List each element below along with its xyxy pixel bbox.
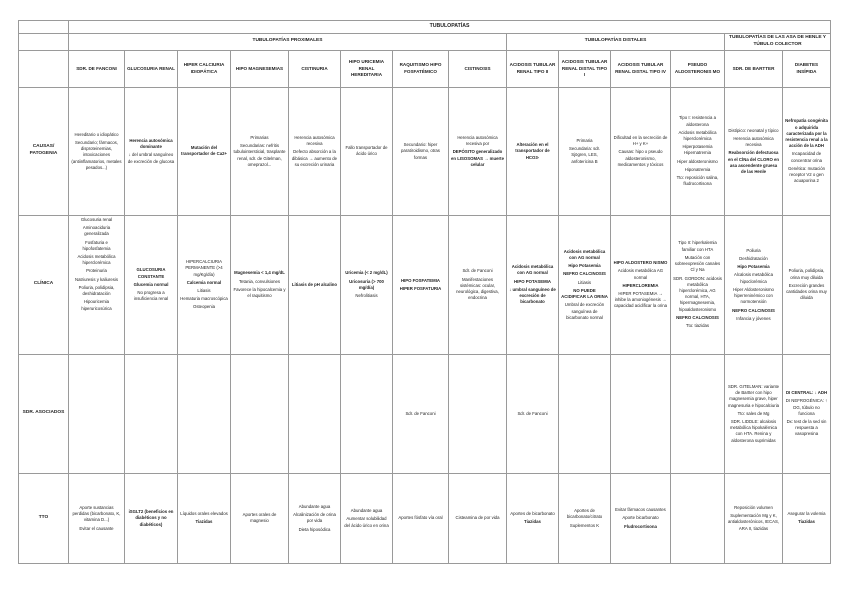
cell-line: Hiponatremia bbox=[684, 166, 711, 172]
cell-line: Aportes fósfato vía oral bbox=[398, 515, 443, 521]
cell-line: Secundario; fármacos, disproteinemias, intoxicaciones (antiinflamatorios, metales pesados...) bbox=[71, 139, 122, 170]
clinica-cell bbox=[178, 215, 231, 354]
cell-line: Glucosuria renal bbox=[80, 216, 113, 222]
tto-cell bbox=[69, 473, 125, 563]
group-henle: TUBULOPATÍAS DE LAS ASA DE HENLE Y TÚBULO COLECTOR bbox=[725, 34, 831, 51]
clinica-cell bbox=[725, 215, 783, 354]
blank-corner-2 bbox=[19, 34, 69, 51]
tto-cell bbox=[289, 473, 341, 563]
row-label-clinica: CLÍNICA bbox=[19, 215, 69, 354]
cell-line: ↓ umbral sanguíneo de excreción de bicarbonato bbox=[509, 286, 556, 305]
cell-line: Manifestaciones sistémicas: ocular, neurológica, digestiva, endocrina bbox=[456, 276, 499, 301]
clinica-cell bbox=[69, 215, 125, 354]
causas-cell bbox=[611, 87, 671, 215]
cell-line: Tto: reposición salina, fludrocortisona bbox=[676, 175, 719, 187]
cell-line: Osteopenia bbox=[193, 304, 215, 310]
column-header: SDR. DE BARTTER bbox=[725, 50, 783, 87]
cell-line: Evitar fármacos causantes bbox=[615, 507, 666, 513]
cell-line: Poliuria, polidipsia, orina muy diluida bbox=[788, 268, 825, 280]
cell-line: ↓ del umbral sanguíneo de excreción de glucosa bbox=[127, 152, 175, 164]
column-header: HIPER CALCIURIA IDIOPÁTICA bbox=[178, 50, 231, 87]
sdr-cell bbox=[289, 354, 341, 473]
cell-line: Herencia autosómica dominante bbox=[129, 137, 173, 150]
tto-cell bbox=[341, 473, 393, 563]
row-causas bbox=[19, 87, 831, 215]
column-header: DIABETES INSÍPIDA bbox=[783, 50, 831, 87]
cell-line: DI NEFROGÉNICA: ↑ DG, túbulo no funciona bbox=[785, 398, 828, 416]
cell-line: Acidosis metabólica con AG normal bbox=[563, 248, 606, 261]
clinica-cell bbox=[783, 215, 831, 354]
group-distales: TUBULOPATÍAS DISTALES bbox=[507, 34, 725, 51]
cell-line: Reabsorción defectuosa en el ClNa del CLORO en asa ascendente gruesa de las Henle bbox=[727, 150, 780, 174]
cell-line: Hipo Potasemia bbox=[737, 264, 770, 270]
cell-line: Tiazidas bbox=[195, 519, 213, 525]
cell-line: Infancia y jóvenes bbox=[736, 315, 771, 321]
cell-line: Primarias bbox=[250, 134, 269, 140]
cell-line: Tetania, convulsiones bbox=[238, 278, 281, 284]
cell-line: SDR. GORDON: acidosis metabólica hiperclorémica, AG normal, HTA, hipermagnesemia, hipoaldosteronismo bbox=[673, 275, 722, 312]
tto-cell bbox=[125, 473, 178, 563]
cell-line: Hiper aldosteronismo bbox=[677, 158, 718, 164]
clinica-cell bbox=[449, 215, 507, 354]
column-header: HIPO URICEMIA RENAL HEREDITARIA bbox=[341, 50, 393, 87]
cell-line: Favorece la hipocalcemia y el raquitismo bbox=[233, 286, 286, 299]
column-header: ACIDOSIS TUBULAR RENAL DISTAL TIPO IV bbox=[611, 50, 671, 87]
sdr-cell bbox=[449, 354, 507, 473]
cell-line: Nefropatía congénita o adquirida caracterizada por la resistencia renal a la acción de la ADH bbox=[785, 118, 828, 149]
cell-line: GLUCOSURIA CONSTANTE bbox=[136, 267, 166, 279]
sdr-cell bbox=[231, 354, 289, 473]
cell-line: Cisteamina de por vida bbox=[455, 515, 500, 521]
cell-line: Mutación del transportador de Ca2+ bbox=[181, 145, 227, 157]
column-header: SDR. DE FANCONI bbox=[69, 50, 125, 87]
cell-line: Hipouricemia hiperuricosúrica bbox=[81, 299, 112, 311]
tto-cell bbox=[725, 473, 783, 563]
cell-line: Litiasis de pH alcalino bbox=[291, 281, 338, 287]
cell-line: iSGLT2 (beneficios en diabéticos y no diabéticos) bbox=[128, 509, 174, 527]
sdr-cell bbox=[783, 354, 831, 473]
sdr-cell bbox=[393, 354, 449, 473]
tto-cell bbox=[671, 473, 725, 563]
cell-line: Tipo I: resistencia a aldosterona bbox=[678, 115, 717, 127]
causas-cell bbox=[231, 87, 289, 215]
causas-cell bbox=[341, 87, 393, 215]
cell-line: Litiasis bbox=[197, 288, 211, 294]
cell-line: Sdr. de Fanconi bbox=[405, 410, 436, 416]
table-title: TUBULOPATÍAS bbox=[69, 21, 831, 34]
cell-line: Herencia autosómica recesiva bbox=[294, 134, 335, 147]
cell-line: Natriuresis y kaliuresis bbox=[75, 276, 118, 282]
cell-line: Fallo transportador de ácido úrico bbox=[345, 145, 388, 157]
cell-line: Glucemia normal bbox=[133, 281, 169, 287]
cell-line: Calcemia normal bbox=[186, 279, 222, 285]
cell-line: HIPER POTASEMIA → inhibe la amoniogénesis → capacidad acidificar la orina bbox=[613, 291, 668, 309]
cell-line: Causas: hipo o pseudo aldosteronismo, medicamentos y tóxicos bbox=[617, 149, 664, 167]
sdr-cell bbox=[671, 354, 725, 473]
column-header-row bbox=[19, 50, 831, 87]
cell-line: Poliuria, polidipsia, deshidratación bbox=[78, 284, 115, 297]
cell-line: Hipo Potasemia bbox=[568, 263, 601, 269]
cell-line: Aporte sustancias perdidas (bicarbonato, K, vitamina D...) bbox=[72, 504, 121, 523]
sdr-cell bbox=[559, 354, 611, 473]
cell-line: Nefrolitiasis bbox=[355, 293, 378, 299]
clinica-cell bbox=[611, 215, 671, 354]
causas-cell bbox=[69, 87, 125, 215]
cell-line: Secundaria: sdr. Sjögren, LES, anfotericina B bbox=[568, 146, 601, 164]
group-proximales: TUBULOPATÍAS PROXIMALES bbox=[69, 34, 507, 51]
cell-line: Alteración en el transportador de HCO3- bbox=[515, 142, 550, 160]
cell-line: DEPÓSITO generalizado en LISOSOMAS → muerte celular bbox=[451, 149, 505, 167]
cell-line: No progresa a insuficiencia renal bbox=[133, 290, 169, 302]
cell-line: NEFRO CALCINOSIS bbox=[732, 307, 775, 313]
cell-line: Tiazidas bbox=[798, 519, 815, 525]
cell-line: Litiasis bbox=[577, 279, 592, 285]
cell-line: Poliuria bbox=[746, 247, 761, 253]
cell-line: HIPO POTASEMIA bbox=[514, 278, 551, 284]
row-clinica bbox=[19, 215, 831, 354]
cell-line: Sdr. de Fanconi bbox=[517, 410, 548, 416]
column-header: HIPO MAGNESEMIAS bbox=[231, 50, 289, 87]
cell-line: Hiper Aldosteronismo hiperreninémico con normotensión bbox=[733, 286, 774, 305]
cell-line: Fosfaturia e hipofosfatemia bbox=[82, 239, 111, 251]
cell-line: DI CENTRAL: ↓ ADH bbox=[785, 390, 828, 396]
tubulopatias-table bbox=[18, 20, 831, 564]
cell-line: Abundante agua bbox=[298, 503, 331, 509]
causas-cell bbox=[449, 87, 507, 215]
cell-line: Evitar el causante bbox=[79, 525, 114, 531]
clinica-cell bbox=[289, 215, 341, 354]
tto-cell bbox=[393, 473, 449, 563]
cell-line: Aporte bicarbonato bbox=[622, 515, 659, 521]
cell-line: Acidosis metabólica hiperclorémica bbox=[678, 129, 717, 141]
row-label-causas: CAUSAS/ PATOGENIA bbox=[19, 87, 69, 215]
cell-line: NEFRO CALCINOSIS bbox=[563, 271, 606, 277]
cell-line: NEFRO CALCINOSIS bbox=[676, 314, 719, 320]
cell-line: SDR. GITELMAN: variante de Bartter con hipo magnesemia grave, hiper magnesuria e hipocalciuria bbox=[727, 383, 780, 408]
tto-cell bbox=[783, 473, 831, 563]
tto-cell bbox=[559, 473, 611, 563]
cell-line: Aumentar solubilidad del ácido úrico en orina bbox=[344, 516, 389, 528]
cell-line: Suplementos K bbox=[569, 522, 600, 528]
cell-line: HIPERCALCIURIA PERMANENTE (>4 mg/Kg/día) bbox=[185, 259, 223, 277]
cell-line: Hereditario o idiopático bbox=[74, 131, 119, 137]
cell-line: Aportes de bicarbonato bbox=[510, 511, 555, 517]
cell-line: Abundante agua bbox=[350, 508, 383, 514]
cell-line: Distípico: neonatal y típico bbox=[728, 127, 779, 133]
cell-line: Herencia autosómica recesiva bbox=[733, 135, 774, 148]
sdr-cell bbox=[178, 354, 231, 473]
blank-corner-3 bbox=[19, 50, 69, 87]
causas-cell bbox=[671, 87, 725, 215]
row-sdr bbox=[19, 354, 831, 473]
cell-line: HIPERCLOREMIA bbox=[622, 282, 659, 288]
cell-line: Mutación con sobreexpresión canales Cl y Na bbox=[674, 254, 721, 273]
cell-line: Tto: sales de Mg bbox=[737, 410, 770, 416]
cell-line: Uricosuria (> 700 mg/día) bbox=[349, 278, 384, 290]
column-header: RAQUITISMO HIPO FOSFATÉMICO bbox=[393, 50, 449, 87]
cell-line: Umbral de excreción sanguínea de bicarbonato normal bbox=[564, 302, 605, 320]
cell-line: Proteinuria bbox=[86, 268, 107, 274]
cell-line: Secundarias: nefritis tubulointersticial, trasplante renal, sdr. de Gitelman, omeprazol... bbox=[233, 143, 286, 167]
sdr-cell bbox=[507, 354, 559, 473]
tubulopatias-page bbox=[18, 20, 830, 564]
causas-cell bbox=[783, 87, 831, 215]
sdr-cell bbox=[69, 354, 125, 473]
cell-line: Magnesemia < 1,4 mg/dL bbox=[234, 270, 285, 276]
cell-line: Asegurar la volemia bbox=[787, 511, 826, 517]
causas-cell bbox=[507, 87, 559, 215]
tto-cell bbox=[178, 473, 231, 563]
cell-line: HIPER FOSFATURIA bbox=[399, 285, 442, 291]
row-tto bbox=[19, 473, 831, 563]
column-header: CISTINOSIS bbox=[449, 50, 507, 87]
cell-line: Primaria bbox=[576, 137, 593, 143]
cell-line: Genética: mutación receptor V2 o gen acuaporina 2 bbox=[788, 165, 826, 184]
cell-line: Hematuria macroscópica bbox=[180, 296, 228, 302]
cell-line: Deshidratación bbox=[739, 256, 768, 262]
blank-corner bbox=[19, 21, 69, 34]
causas-cell bbox=[125, 87, 178, 215]
cell-line: NO PUEDE ACIDIFICAR LA ORINA bbox=[561, 287, 608, 300]
tto-cell bbox=[611, 473, 671, 563]
column-header: PSEUDO ALDOSTERONIS MO bbox=[671, 50, 725, 87]
row-label-tto: TTO bbox=[19, 473, 69, 563]
clinica-cell bbox=[125, 215, 178, 354]
clinica-cell bbox=[507, 215, 559, 354]
cell-line: Aportes de bicarbonato/citrato bbox=[566, 508, 603, 520]
cell-line: Aportes orales de magnesio bbox=[242, 512, 277, 524]
clinica-cell bbox=[671, 215, 725, 354]
clinica-cell bbox=[231, 215, 289, 354]
cell-line: Excreción grandes cantidades orina muy diluida bbox=[786, 282, 827, 301]
cell-line: Alcalosis metabólica hipoclorémica bbox=[734, 272, 773, 284]
cell-line: Acidosis metabólica AG normal bbox=[617, 268, 664, 280]
column-header: ACIDOSIS TUBULAR RENAL TIPO II bbox=[507, 50, 559, 87]
tto-cell bbox=[449, 473, 507, 563]
cell-line: SDR. LIDDLE: alcalosis metabólica hipokalémica con HTA. Renina y aldosterona suprimidas bbox=[729, 419, 778, 443]
causas-cell bbox=[559, 87, 611, 215]
cell-line: Alcalinización de orina por vida bbox=[293, 512, 336, 524]
causas-cell bbox=[393, 87, 449, 215]
cell-line: Uricemia (< 2 mg/dL) bbox=[345, 270, 388, 276]
cell-line: Aminoaciduria generalizada bbox=[82, 225, 111, 237]
cell-line: Acidosis metabólica hiperclorémica bbox=[77, 254, 116, 266]
cell-line: Dx: test de la sed sin respuesta a vasopresina bbox=[786, 419, 827, 437]
clinica-cell bbox=[341, 215, 393, 354]
clinica-cell bbox=[559, 215, 611, 354]
cell-line: Reposición volumen bbox=[734, 504, 773, 510]
cell-line: Dieta hiposódica bbox=[298, 526, 331, 532]
causas-cell bbox=[178, 87, 231, 215]
clinica-cell bbox=[393, 215, 449, 354]
causas-cell bbox=[725, 87, 783, 215]
cell-line: Acidosis metabólica con AG normal bbox=[511, 264, 554, 276]
cell-line: Secundario: hiper paratiroidismo, otras formas bbox=[401, 142, 440, 160]
column-header: GLUCOSURIA RENAL bbox=[125, 50, 178, 87]
cell-line: Suplementación Mg y K, antialdosterónicos, IECAS, ARA II, tiazidas bbox=[727, 513, 780, 531]
cell-line: Sdr. de Fanconi bbox=[462, 268, 493, 274]
sdr-cell bbox=[611, 354, 671, 473]
cell-line: Líquidos orales elevados bbox=[180, 511, 228, 517]
sdr-cell bbox=[125, 354, 178, 473]
cell-line: Tipo II: hiperkalemia familiar con HTA bbox=[678, 240, 717, 252]
cell-line: Fludrocortisona bbox=[624, 523, 657, 529]
cell-line: Defecto absorción a la dibásica → aumento de su excreción urinaria bbox=[291, 149, 338, 167]
row-label-sdr: SDR. ASOCIADOS bbox=[19, 354, 69, 473]
cell-line: Herencia autosómica recesiva por bbox=[457, 134, 498, 147]
cell-line: Tto: tiazidas bbox=[685, 323, 710, 329]
tto-cell bbox=[231, 473, 289, 563]
cell-line: Tiazidas bbox=[524, 519, 541, 525]
cell-line: Incapacidad de concentrar orina bbox=[790, 151, 823, 163]
tto-cell bbox=[507, 473, 559, 563]
cell-line: Dificultad en la secreción de H+ y K+ bbox=[613, 134, 668, 147]
sdr-cell bbox=[341, 354, 393, 473]
cell-line: Hiperpotasemia Hipernatremia bbox=[682, 144, 713, 156]
cell-line: HIPO FOSFATEMIA bbox=[400, 277, 441, 283]
column-header: CISTINURIA bbox=[289, 50, 341, 87]
sdr-cell bbox=[725, 354, 783, 473]
causas-cell bbox=[289, 87, 341, 215]
cell-line: HIPO ALDOSTERO NISMO bbox=[613, 260, 668, 266]
column-header: ACIDOSIS TUBULAR RENAL DISTAL TIPO I bbox=[559, 50, 611, 87]
